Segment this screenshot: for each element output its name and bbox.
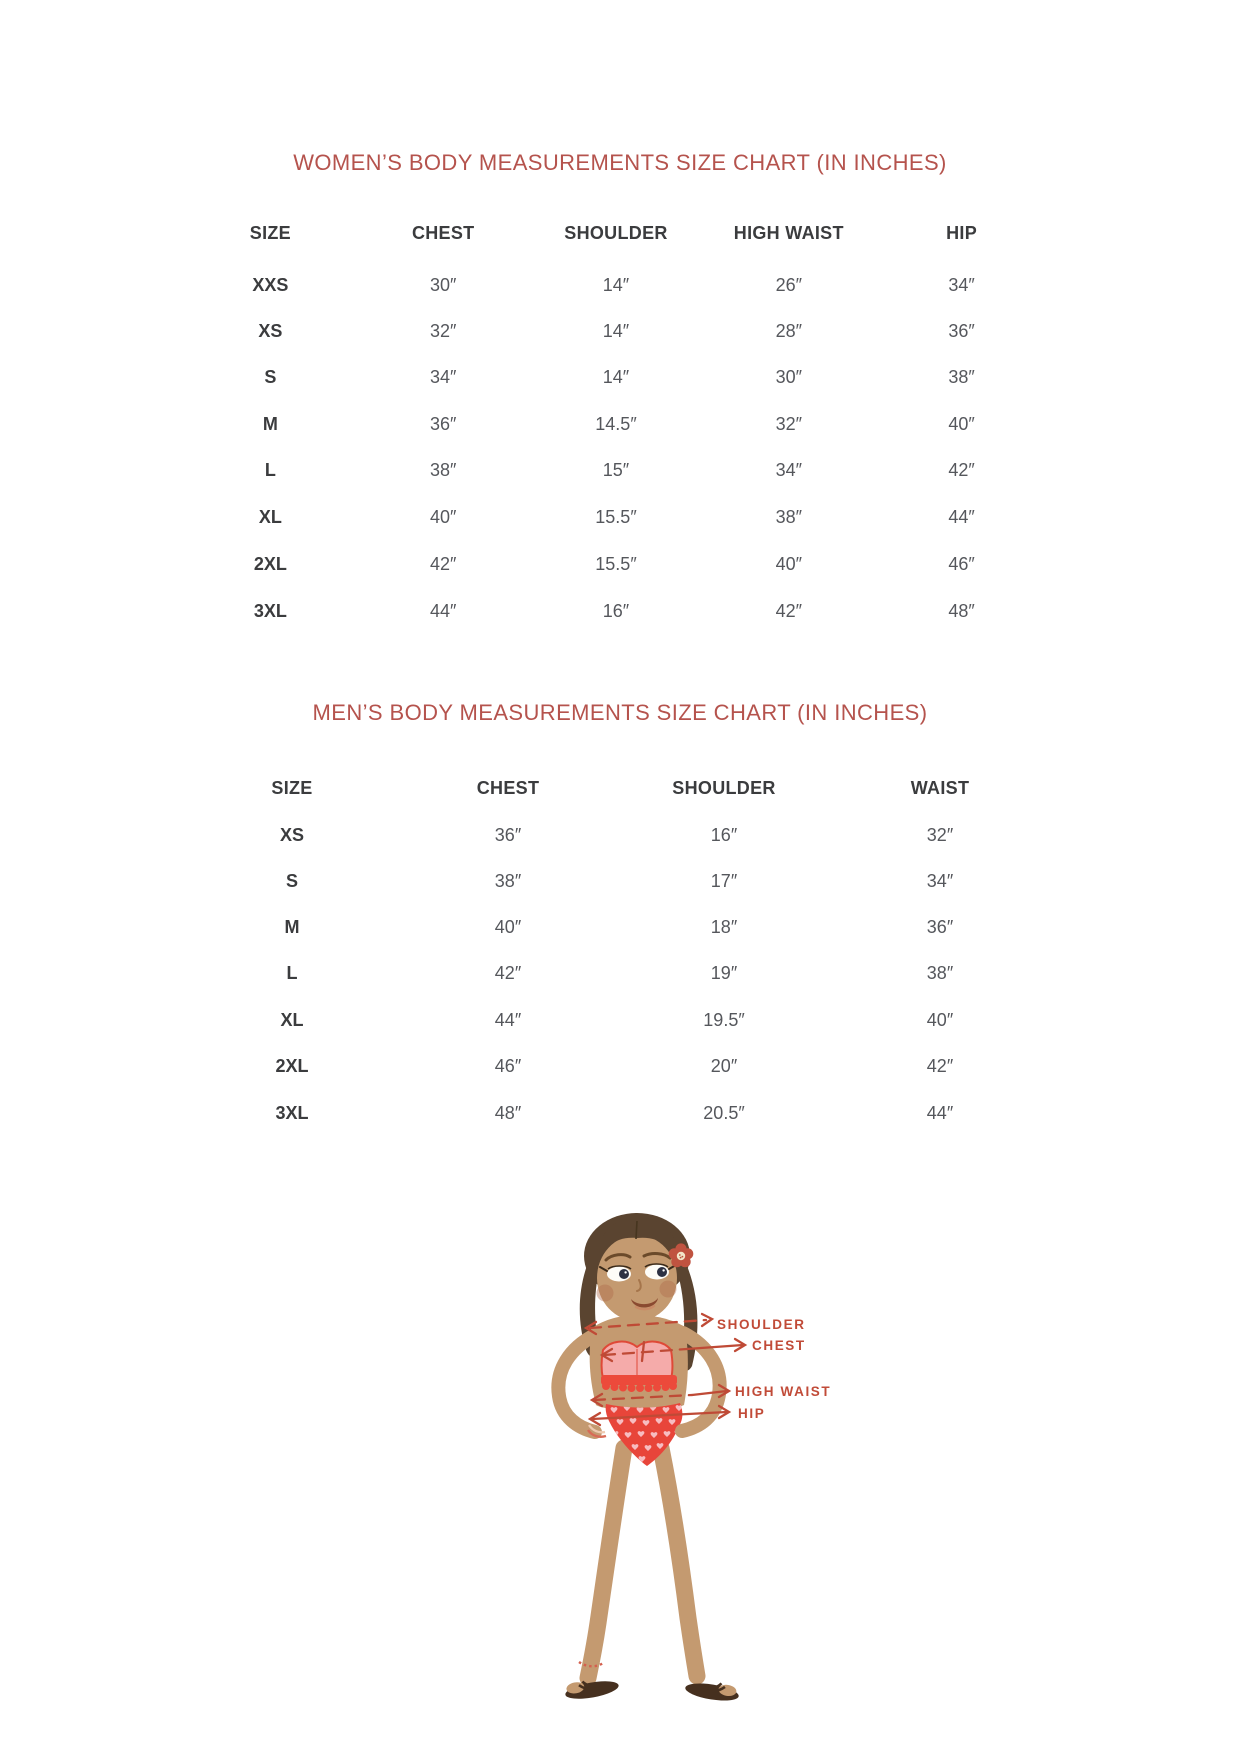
table-cell: 20″ [710,1056,738,1076]
table-cell: 42″ [775,601,802,621]
table-cell: 38″ [775,507,802,527]
table-cell: 42″ [494,963,522,983]
men-table-row [184,1009,1048,1031]
size-label: XL [280,1010,304,1030]
woman-illustration [440,1198,860,1755]
size-label: M [262,414,278,434]
table-cell: 36″ [948,321,975,341]
table-cell: 46″ [948,554,975,574]
women-table-header [184,222,1048,244]
women-table-row [184,553,1048,575]
women-table-row [184,320,1048,342]
table-cell: 44″ [948,507,975,527]
table-cell: 36″ [494,825,522,845]
table-cell: 38″ [948,367,975,387]
men-chart-title: MEN’S BODY MEASUREMENTS SIZE CHART (IN INCHES) [312,700,928,725]
women-table-row [184,600,1048,622]
table-cell: 20.5″ [703,1103,745,1123]
women-table-row [184,274,1048,296]
chest-label: CHEST [752,1338,806,1353]
size-label: L [286,963,298,983]
table-cell: 42″ [926,1056,954,1076]
table-cell: 42″ [429,554,457,574]
men-table-row [184,1102,1048,1124]
size-label: 3XL [275,1103,309,1123]
table-cell: 48″ [494,1103,522,1123]
table-cell: 38″ [926,963,954,983]
size-label: S [264,367,277,387]
table-cell: 32″ [429,321,457,341]
table-cell: 18″ [710,917,738,937]
table-cell: 32″ [926,825,954,845]
table-cell: 38″ [494,871,522,891]
size-label: L [264,460,276,480]
men-table-row [184,1055,1048,1077]
men-table-row [184,962,1048,984]
men-table-header [184,777,1048,799]
women-table-row [184,459,1048,481]
table-cell: 14″ [602,367,630,387]
size-label: M [284,917,300,937]
table-cell: 14.5″ [595,414,637,434]
table-cell: 46″ [494,1056,522,1076]
table-cell: 14″ [602,275,630,295]
table-cell: 19.5″ [703,1010,745,1030]
size-label: 2XL [275,1056,309,1076]
size-label: XXS [252,275,289,295]
women-col-shoulder: SHOULDER [564,223,668,243]
table-cell: 40″ [775,554,802,574]
men-col-shoulder: SHOULDER [672,778,776,798]
table-cell: 38″ [429,460,457,480]
men-table-row [184,916,1048,938]
men-table-row [184,824,1048,846]
table-cell: 42″ [948,460,975,480]
size-label: S [285,871,298,891]
table-cell: 40″ [926,1010,954,1030]
size-label: XL [258,507,282,527]
table-cell: 44″ [494,1010,522,1030]
shoulder-label: SHOULDER [717,1317,806,1332]
size-label: 3XL [253,601,287,621]
women-col-chest: CHEST [411,223,475,243]
table-cell: 17″ [710,871,738,891]
women-col-hip: HIP [946,223,978,243]
table-cell: 34″ [926,871,954,891]
women-col-size: SIZE [249,223,291,243]
women-col-high-waist: HIGH WAIST [733,223,844,243]
table-cell: 15.5″ [595,554,637,574]
men-col-waist: WAIST [910,778,970,798]
table-cell: 15″ [602,460,630,480]
women-table-row [184,366,1048,388]
blush-left [597,1285,614,1302]
table-cell: 34″ [948,275,975,295]
high-waist-label: HIGH WAIST [735,1384,832,1399]
legs [588,1448,697,1678]
table-cell: 40″ [948,414,975,434]
table-cell: 44″ [926,1103,954,1123]
table-cell: 34″ [429,367,457,387]
men-col-size: SIZE [271,778,313,798]
table-cell: 40″ [494,917,522,937]
table-cell: 19″ [710,963,738,983]
table-cell: 48″ [948,601,975,621]
size-label: XS [258,321,283,341]
table-cell: 30″ [775,367,802,387]
table-cell: 28″ [775,321,802,341]
table-cell: 16″ [602,601,630,621]
table-cell: 36″ [926,917,954,937]
blush-right [660,1281,677,1298]
table-cell: 15.5″ [595,507,637,527]
hip-label: HIP [738,1406,766,1421]
table-cell: 26″ [775,275,802,295]
women-table-row [184,506,1048,528]
table-cell: 32″ [775,414,802,434]
women-chart-title: WOMEN’S BODY MEASUREMENTS SIZE CHART (IN INCHES) [293,150,947,175]
table-cell: 40″ [429,507,457,527]
women-table-row [184,413,1048,435]
size-label: 2XL [253,554,287,574]
table-cell: 36″ [429,414,457,434]
table-cell: 34″ [775,460,802,480]
table-cell: 44″ [429,601,457,621]
men-table-row [184,870,1048,892]
table-cell: 30″ [429,275,457,295]
men-col-chest: CHEST [476,778,540,798]
measurement-guide-illustration [440,1198,860,1755]
size-label: XS [279,825,304,845]
table-cell: 14″ [602,321,630,341]
table-cell: 16″ [710,825,738,845]
